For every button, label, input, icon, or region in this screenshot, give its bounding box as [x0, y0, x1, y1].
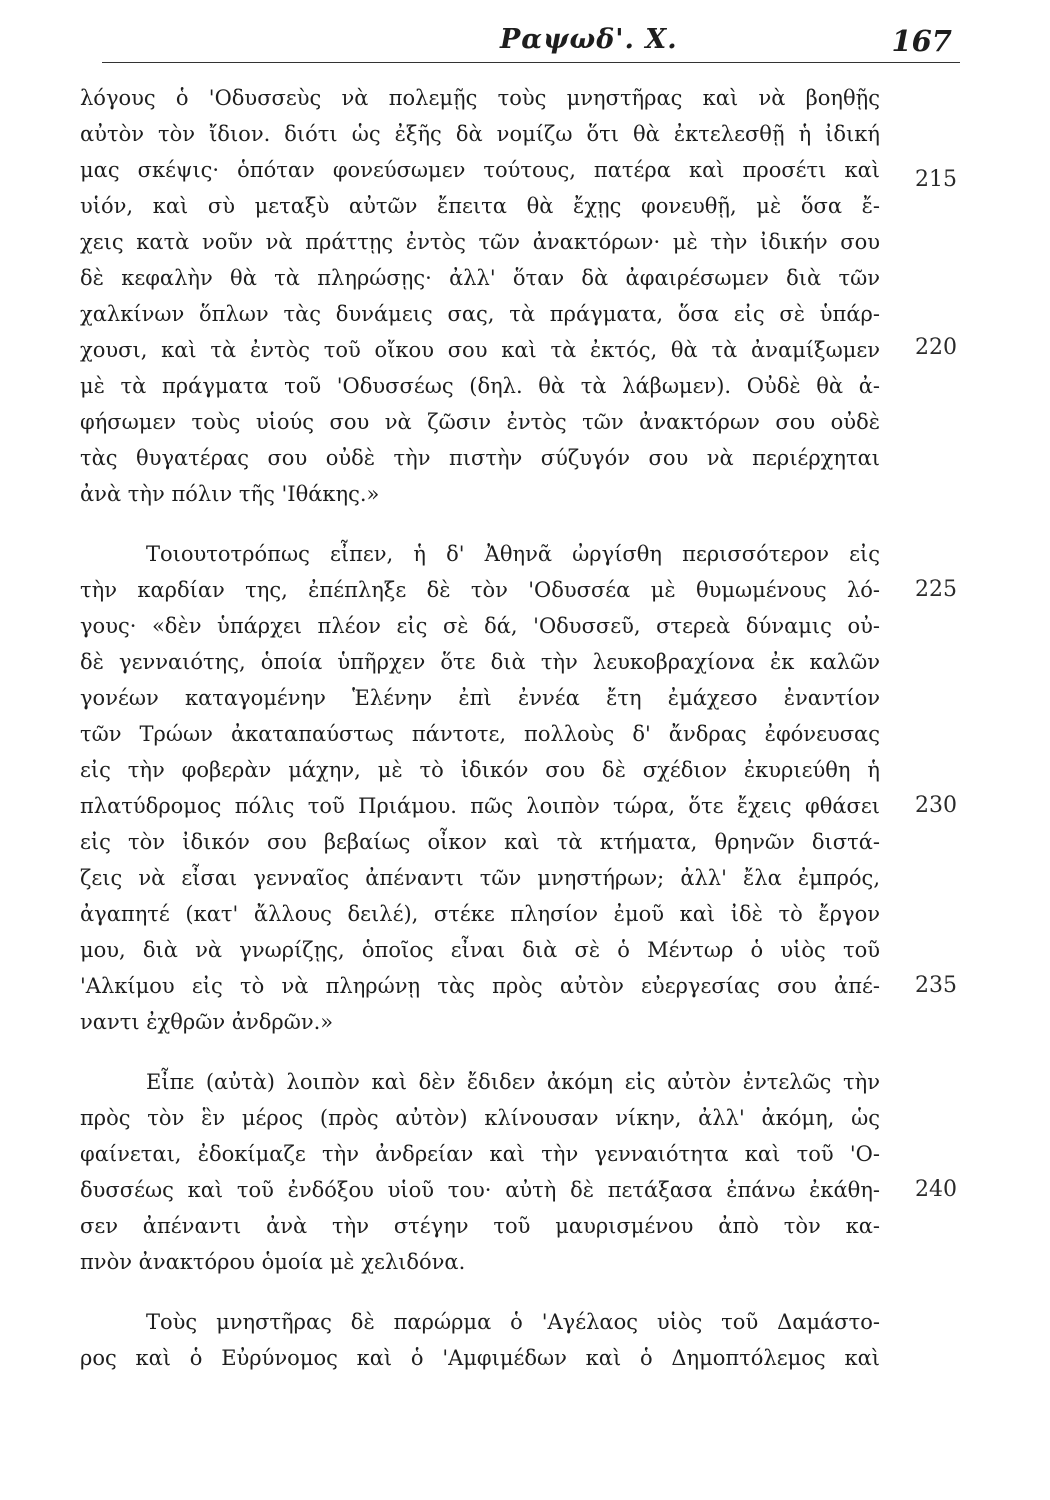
text-line: εἰς τὴν φοβερὰν μάχην, μὲ τὸ ἰδικόν σου δὲ σχέδιον ἐκυριεύθη ἡ: [80, 758, 880, 782]
page-number: 167: [891, 24, 952, 58]
text-line: ζεις νὰ εἶσαι γενναῖος ἀπέναντι τῶν μνηστήρων; ἀλλ' ἔλα ἐμπρός,: [80, 866, 880, 890]
text-line: φήσωμεν τοὺς υἱούς σου νὰ ζῶσιν ἐντὸς τῶν ἀνακτόρων σου οὐδὲ: [80, 410, 880, 434]
text-line: φαίνεται, ἐδοκίμαζε τὴν ἀνδρείαν καὶ τὴν γενναιότητα καὶ τοῦ 'Ο-: [80, 1142, 880, 1166]
text-line: ἀνὰ τὴν πόλιν τῆς 'Ιθάκης.»: [80, 482, 380, 506]
verse-line-number: 230: [915, 793, 957, 818]
text-line: αὐτὸν τὸν ἴδιον. διότι ὡς ἐξῆς δὰ νομίζω ὅτι θὰ ἐκτελεσθῇ ἡ ἰδική: [80, 122, 880, 146]
text-line: τὴν καρδίαν της, ἐπέπληξε δὲ τὸν 'Οδυσσέα μὲ θυμωμένους λό-: [80, 578, 880, 602]
running-head: Ραψωδ'. Χ.: [500, 24, 678, 55]
text-line: ἀγαπητέ (κατ' ἄλλους δειλέ), στέκε πλησίον ἐμοῦ καὶ ἰδὲ τὸ ἔργον: [80, 902, 880, 926]
text-line: Εἶπε (αὐτὰ) λοιπὸν καὶ δὲν ἔδιδεν ἀκόμη εἰς αὐτὸν ἐντελῶς τὴν: [146, 1070, 880, 1094]
text-line: ρος καὶ ὁ Εὐρύνομος καὶ ὁ 'Αμφιμέδων καὶ ὁ Δημοπτόλεμος καὶ: [80, 1346, 880, 1370]
text-line: τῶν Τρώων ἀκαταπαύστως πάντοτε, πολλοὺς δ' ἄνδρας ἐφόνευσας: [80, 722, 880, 746]
text-line: χεις κατὰ νοῦν νὰ πράττῃς ἐντὸς τῶν ἀνακτόρων· μὲ τὴν ἰδικήν σου: [80, 230, 880, 254]
text-line: δὲ γενναιότης, ὁποία ὑπῆρχεν ὅτε διὰ τὴν λευκοβραχίονα ἐκ καλῶν: [80, 650, 880, 674]
text-line: τὰς θυγατέρας σου οὐδὲ τὴν πιστὴν σύζυγόν σου νὰ περιέρχηται: [80, 446, 880, 470]
text-line: πρὸς τὸν ἓν μέρος (πρὸς αὐτὸν) κλίνουσαν νίκην, ἀλλ' ἀκόμη, ὡς: [80, 1106, 880, 1130]
text-line: πνὸν ἀνακτόρου ὁμοία μὲ χελιδόνα.: [80, 1250, 466, 1274]
verse-line-number: 235: [915, 973, 957, 998]
verse-line-number: 225: [915, 577, 957, 602]
header-rule: [102, 62, 960, 63]
text-line: δὲ κεφαλὴν θὰ τὰ πληρώσῃς· ἀλλ' ὅταν δὰ ἀφαιρέσωμεν διὰ τῶν: [80, 266, 880, 290]
page-header: [80, 18, 960, 66]
text-line: Τοιουτοτρόπως εἶπεν, ἡ δ' Ἀθηνᾶ ὠργίσθη περισσότερον εἰς: [146, 542, 880, 566]
text-line: χαλκίνων ὅπλων τὰς δυνάμεις σας, τὰ πράγματα, ὅσα εἰς σὲ ὑπάρ-: [80, 302, 880, 326]
text-line: Τοὺς μνηστῆρας δὲ παρώρμα ὁ 'Αγέλαος υἱὸς τοῦ Δαμάστο-: [146, 1310, 880, 1334]
verse-line-number: 215: [915, 167, 957, 192]
text-line: σεν ἀπέναντι ἀνὰ τὴν στέγην τοῦ μαυρισμένου ἀπὸ τὸν κα-: [80, 1214, 880, 1238]
text-line: υἱόν, καὶ σὺ μεταξὺ αὐτῶν ἔπειτα θὰ ἔχῃς φονευθῇ, μὲ ὅσα ἔ-: [80, 194, 880, 218]
text-line: 'Αλκίμου εἰς τὸ νὰ πληρώνῃ τὰς πρὸς αὐτὸν εὐεργεσίας σου ἀπέ-: [80, 974, 880, 998]
text-line: πλατύδρομος πόλις τοῦ Πριάμου. πῶς λοιπὸν τώρα, ὅτε ἔχεις φθάσει: [80, 794, 880, 818]
text-line: μου, διὰ νὰ γνωρίζῃς, ὁποῖος εἶναι διὰ σὲ ὁ Μέντωρ ὁ υἱὸς τοῦ: [80, 938, 880, 962]
text-line: μὲ τὰ πράγματα τοῦ 'Οδυσσέως (δηλ. θὰ τὰ λάβωμεν). Οὐδὲ θὰ ἀ-: [80, 374, 880, 398]
text-line: μας σκέψις· ὁπόταν φονεύσωμεν τούτους, πατέρα καὶ προσέτι καὶ: [80, 158, 880, 182]
text-line: εἰς τὸν ἰδικόν σου βεβαίως οἶκον καὶ τὰ κτήματα, θρηνῶν διστά-: [80, 830, 880, 854]
text-line: γονέων καταγομένην Ἑλένην ἐπὶ ἐννέα ἔτη ἐμάχεσο ἐναντίον: [80, 686, 880, 710]
text-line: λόγους ὁ 'Οδυσσεὺς νὰ πολεμῇς τοὺς μνηστῆρας καὶ νὰ βοηθῇς: [80, 86, 880, 110]
text-line: δυσσέως καὶ τοῦ ἐνδόξου υἱοῦ του· αὐτὴ δὲ πετάξασα ἐπάνω ἐκάθη-: [80, 1178, 880, 1202]
verse-line-number: 240: [915, 1177, 957, 1202]
text-line: ναντι ἐχθρῶν ἀνδρῶν.»: [80, 1010, 334, 1034]
text-line: χουσι, καὶ τὰ ἐντὸς τοῦ οἴκου σου καὶ τὰ ἐκτός, θὰ τὰ ἀναμίξωμεν: [80, 338, 880, 362]
verse-line-number: 220: [915, 335, 957, 360]
text-line: γους· «δὲν ὑπάρχει πλέον εἰς σὲ δά, 'Οδυσσεῦ, στερεὰ δύναμις οὐ-: [80, 614, 880, 638]
